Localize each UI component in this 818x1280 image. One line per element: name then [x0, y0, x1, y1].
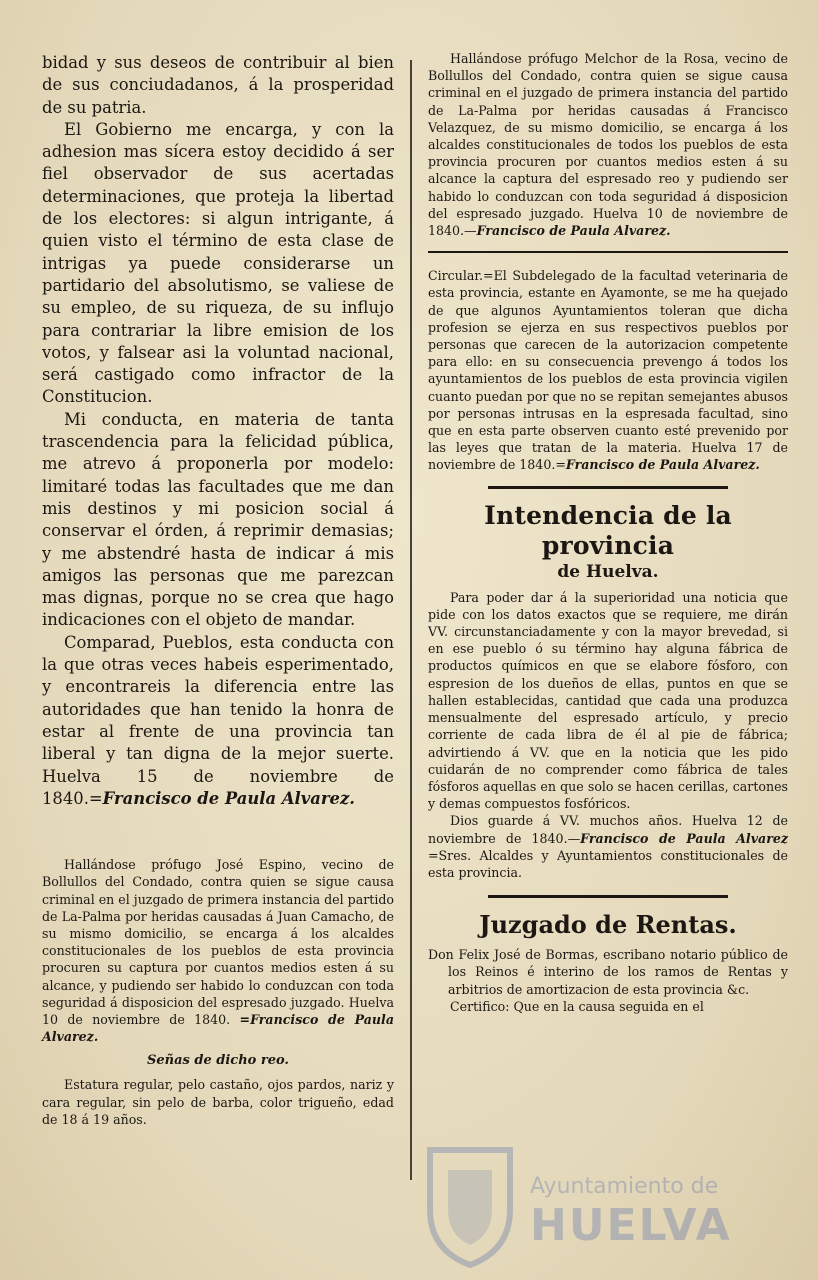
espino-text: Hallándose prófugo José Espino, vecino de Bollullos del Condado, contra quien se sigue causa criminal en el juzgado de primera instancia del partido de La-Palma por heridas causadas á Juan Camacho, de su mismo domicilio, se encarga á los alcaldes constitucionales de los pueblos de esta provincia procuren su captura por cuantos medios esten á su alcance, y pudiendo ser habido lo conduzcan con toda seguridad á disposicion del espresado juzgado. Huelva 10 de noviembre de 1840.	[42, 857, 394, 1027]
close-text: Dios guarde á VV. muchos años. Huelva 12 de noviembre de 1840.—	[428, 813, 788, 846]
rentas-certifico: Certifico: Que en la causa seguida en el	[450, 998, 704, 1014]
left-column	[42, 52, 394, 1128]
intendencia-close	[428, 812, 788, 881]
circular-text: Circular.=El Subdelegado de la facultad veterinaria de esta provincia, estante en Ayamonte, se me ha quejado de que algunos Ayuntamientos toleran que dicha profesion se ejerza en sus respectivos pueblos por personas que carecen de la autorizacion competente para ello: en su consecuencia prevengo á todos los ayuntamientos de los pueblos de esta provincia vigilen cuanto puedan por que no se repitan semejantes abusos por personas intrusas en la espresada facultad, sino que en esta parte observen cuanto esté prevenido por las leyes que tratan de la materia. Huelva 17 de noviembre de 1840.=	[428, 268, 788, 473]
archive-watermark	[420, 1140, 780, 1270]
senas-paragraph: Estatura regular, pelo castaño, ojos pardos, nariz y cara regular, sin pelo de barba, color trigueño, edad de 18 á 19 años.	[42, 1077, 394, 1127]
senas-heading: Señas de dicho reo.	[147, 1053, 289, 1069]
espino-paragraph	[42, 856, 394, 1045]
rosa-text: Hallándose prófugo Melchor de la Rosa, vecino de Bollullos del Condado, contra quien se sigue causa criminal en el juzgado de primera instancia del partido de La-Palma por heridas causadas á Francisco Velazquez, de su mismo domicilio, se encarga á los alcaldes constitucionales de todos los pueblos de esta provincia procuren por cuantos medios esten á su alcance la captura del espresado reo y pudiendo ser habido lo conduzcan con toda seguridad á disposicion del espresado juzgado. Huelva 10 de noviembre de 1840.—	[428, 51, 788, 239]
circular-paragraph	[428, 267, 788, 473]
notice-espino	[42, 856, 394, 1128]
signature: Francisco de Paula Alvarez	[580, 830, 788, 846]
signature: =Francisco de Paula Alvarez.	[42, 1011, 394, 1045]
rosa-paragraph	[428, 50, 788, 239]
divider	[428, 251, 788, 253]
divider	[488, 486, 728, 489]
intendencia-subtitle: de Huelva.	[557, 561, 659, 582]
paragraph-conducta: Mi conducta, en materia de tanta trascendencia para la felicidad pública, me atrevo á proponerla por modelo: limitaré todas las facultades que me dan mis destinos y mi posicion social á conservar el órden, á reprimir demasias; y me abstendré hasta de indicar á mis amigos las personas que me parezcan mas dignas, porque no se crea que hago indicaciones con el objeto de mandar.	[42, 409, 394, 630]
rentas-title: Juzgado de Rentas.	[479, 910, 737, 940]
intendencia-title: Intendencia de la provincia	[484, 500, 732, 560]
paragraph-continuation: bidad y sus deseos de contribuir al bien de sus conciudadanos, á la prosperidad de su patria.	[42, 53, 394, 117]
signature: Francisco de Paula Alvarez.	[476, 223, 671, 239]
watermark-line1: Ayuntamiento de	[530, 1174, 719, 1199]
shield-icon	[420, 1140, 520, 1270]
rentas-body: Don Felix José de Bormas, escribano notario público de los Reinos é interino de los ramos de Rentas y arbitrios de amortizacion de esta provincia &c.	[428, 947, 788, 997]
watermark-line2: HUELVA	[530, 1200, 732, 1251]
section-gap	[42, 810, 394, 856]
signature: Francisco de Paula Alvarez.	[565, 457, 760, 473]
divider	[488, 895, 728, 898]
paragraph-gobierno: El Gobierno me encarga, y con la adhesion mas sícera estoy decidido á ser fiel observador de sus acertadas determinaciones, que proteja la libertad de los electores: si algun intrigante, á quien visto el término de esta clase de intrigas ya puede considerarse un partidario del absolutismo, se valiese de su empleo, de su riqueza, de su influjo para contrariar la libre emision de los votos, y falsear asi la voluntad nacional, será castigado como infractor de la Constitucion.	[42, 119, 394, 407]
comparad-text: Comparad, Pueblos, esta conducta con la que otras veces habeis esperimentado, y encontrareis la diferencia entre las autoridades que han tenido la honra de estar al frente de una provincia tan liberal y tan digna de la mejor suerte. Huelva 15 de noviembre de 1840.=	[42, 632, 394, 808]
intendencia-body: Para poder dar á la superioridad una noticia que pide con los datos exactos que se requiere, me dirán VV. circunstanciadamente y con la mayor brevedad, si en ese pueblo ó su término hay alguna fábrica de productos químicos en que se elabore fósforo, con espresion de los dueños de ellas, puntos en que se hallen establecidas, cantidad que cada una produzca mensualmente del espresado artículo, y precio corriente de cada libra de él al pie de fábrica; advirtiendo á VV. que en la noticia que les pido cuidarán de no comprender como fábrica de tales fósforos aquellas en que solo se hacen cerillas, cartones y demas compuestos fosfóricos.	[428, 589, 788, 812]
signature: Francisco de Paula Alvarez.	[102, 788, 355, 808]
close-tail: =Sres. Alcaldes y Ayuntamientos constitucionales de esta provincia.	[428, 847, 788, 880]
right-column	[428, 50, 788, 1015]
column-divider	[410, 60, 412, 1180]
paragraph-comparad	[42, 632, 394, 810]
